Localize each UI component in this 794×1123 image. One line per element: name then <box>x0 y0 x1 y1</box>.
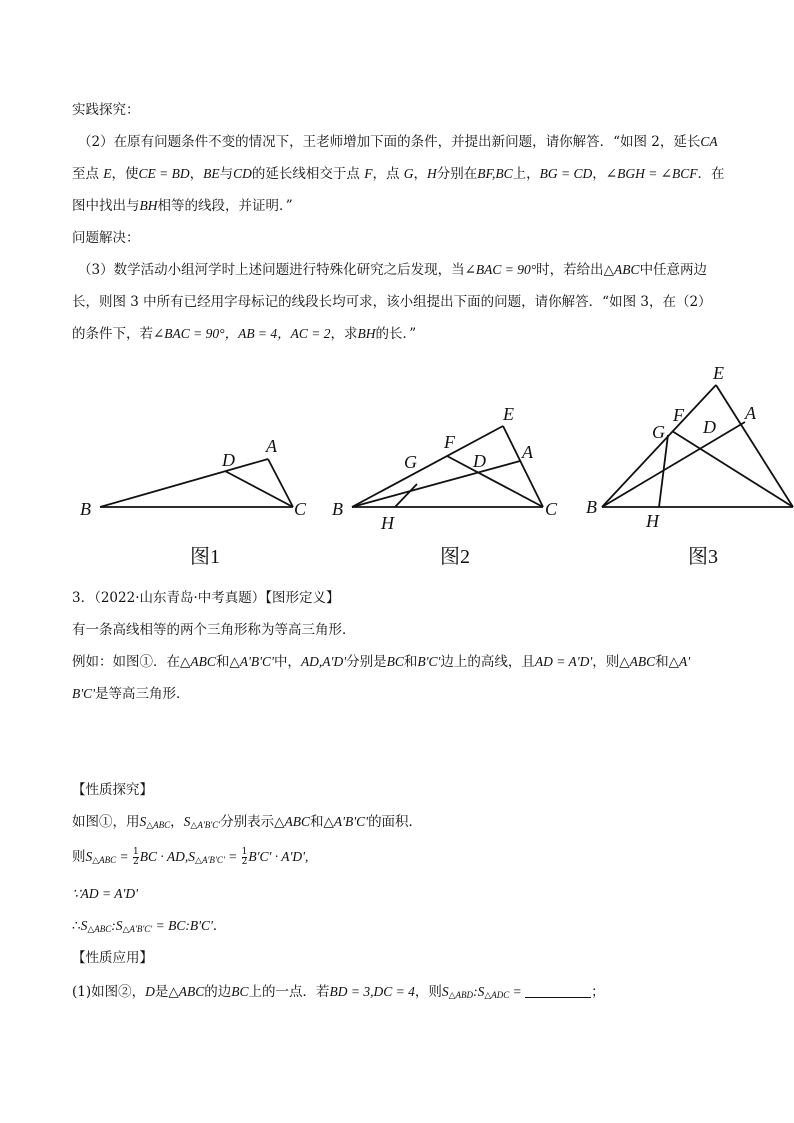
because-line: ∵AD = A'D' <box>72 886 138 901</box>
fig1-label-d: D <box>222 450 235 470</box>
fraction-half-1: $\frac{1}{2}$ <box>133 847 139 867</box>
property-line2: 则$S_{\triangle ABC}$ = $\frac{1}{2}$ BC · $AD,S_{\triangle A'B'C'}$ = $\frac{1}{2}$ B'C' · A'D', <box>72 847 309 867</box>
fig2-label-a: A <box>522 442 533 462</box>
figure-1-lines <box>100 459 293 507</box>
property-apply-heading: 【性质应用】 <box>72 950 153 966</box>
p3-example-line1: 例如：如图①．在△ABC和△A'B'C'中，AD,A'D'分别是BC和B'C'边上的高线，且AD = A'D'，则△ABC和△A' <box>72 654 691 670</box>
fig3-label-e: E <box>713 363 724 383</box>
q3-line2: 长，则图 3 中所有已经用字母标记的线段长均可求，该小组提出下面的问题，请你解答．“如图 3，在（2） <box>72 294 712 310</box>
fig2-caption: 图2 <box>440 546 470 568</box>
fig2-label-f: F <box>444 432 455 452</box>
fig3-label-f: F <box>673 405 684 425</box>
therefore-line: $\therefore S_{\triangle ABC}:S_{\triangle A'B'C'}$ = BC:B'C'． <box>72 918 227 934</box>
fig2-label-g: G <box>404 452 417 472</box>
p3-example-line2: B'C'是等高三角形． <box>72 686 190 702</box>
fig2-label-e: E <box>503 404 514 424</box>
q3-line3: 的条件下，若∠BAC = 90°，AB = 4，AC = 2，求BH的长．” <box>72 326 417 342</box>
fig3-caption: 图3 <box>688 546 718 568</box>
fig1-label-c: C <box>294 499 307 519</box>
fig3-label-d: D <box>703 417 716 437</box>
fig1-label-b: B <box>80 499 91 519</box>
q3-line1: （3）数学活动小组河学时上述问题进行特殊化研究之后发现，当∠BAC = 90°时，若给出△ABC中任意两边 <box>78 262 708 278</box>
fig3-label-a: A <box>745 403 756 423</box>
fig2-label-c: C <box>545 499 558 519</box>
property-explore-heading: 【性质探究】 <box>72 782 153 798</box>
fig2-label-h: H <box>381 513 394 533</box>
fig1-caption: 图1 <box>190 546 220 568</box>
fig3-label-h: H <box>646 511 659 531</box>
section-solve-heading: 问题解决： <box>72 230 140 246</box>
section-practice-heading: 实践探究： <box>72 102 140 118</box>
fig1-label-a: A <box>266 436 277 456</box>
q2-line1: （2）在原有问题条件不变的情况下，王老师增加下面的条件，并提出新问题，请你解答．“如图 2，延长CA <box>78 134 718 150</box>
apply-q1: (1)如图②，D是△ABC的边BC上的一点．若BD = 3,DC = 4，则$S_{\triangle ABD}:S_{\triangle ADC}$ = ； <box>72 984 605 1000</box>
fig2-label-b: B <box>332 499 343 519</box>
p3-heading: 3．（2022·山东青岛·中考真题）【图形定义】 <box>72 590 340 606</box>
p3-definition: 有一条高线相等的两个三角形称为等高三角形． <box>72 622 356 638</box>
fig3-label-g: G <box>652 422 665 442</box>
fig2-label-d: D <box>473 451 486 471</box>
q2-line3: 图中找出与BH相等的线段，并证明．” <box>72 198 293 214</box>
property-line1: 如图①，用$S_{\triangle ABC}$，$S_{\triangle A'B'C'}$分别表示△ABC和△A'B'C'的面积． <box>72 814 423 830</box>
figure-3-lines <box>602 385 793 507</box>
fraction-half-2: $\frac{1}{2}$ <box>241 847 248 867</box>
figures-svg <box>0 355 794 585</box>
fig3-label-b: B <box>586 497 597 517</box>
answer-blank[interactable] <box>525 983 591 998</box>
q2-line2: 至点 E，使CE = BD，BE与CD的延长线相交于点 F，点 G，H分别在BF,BC上，BG = CD，∠BGH = ∠BCF．在 <box>72 166 725 182</box>
